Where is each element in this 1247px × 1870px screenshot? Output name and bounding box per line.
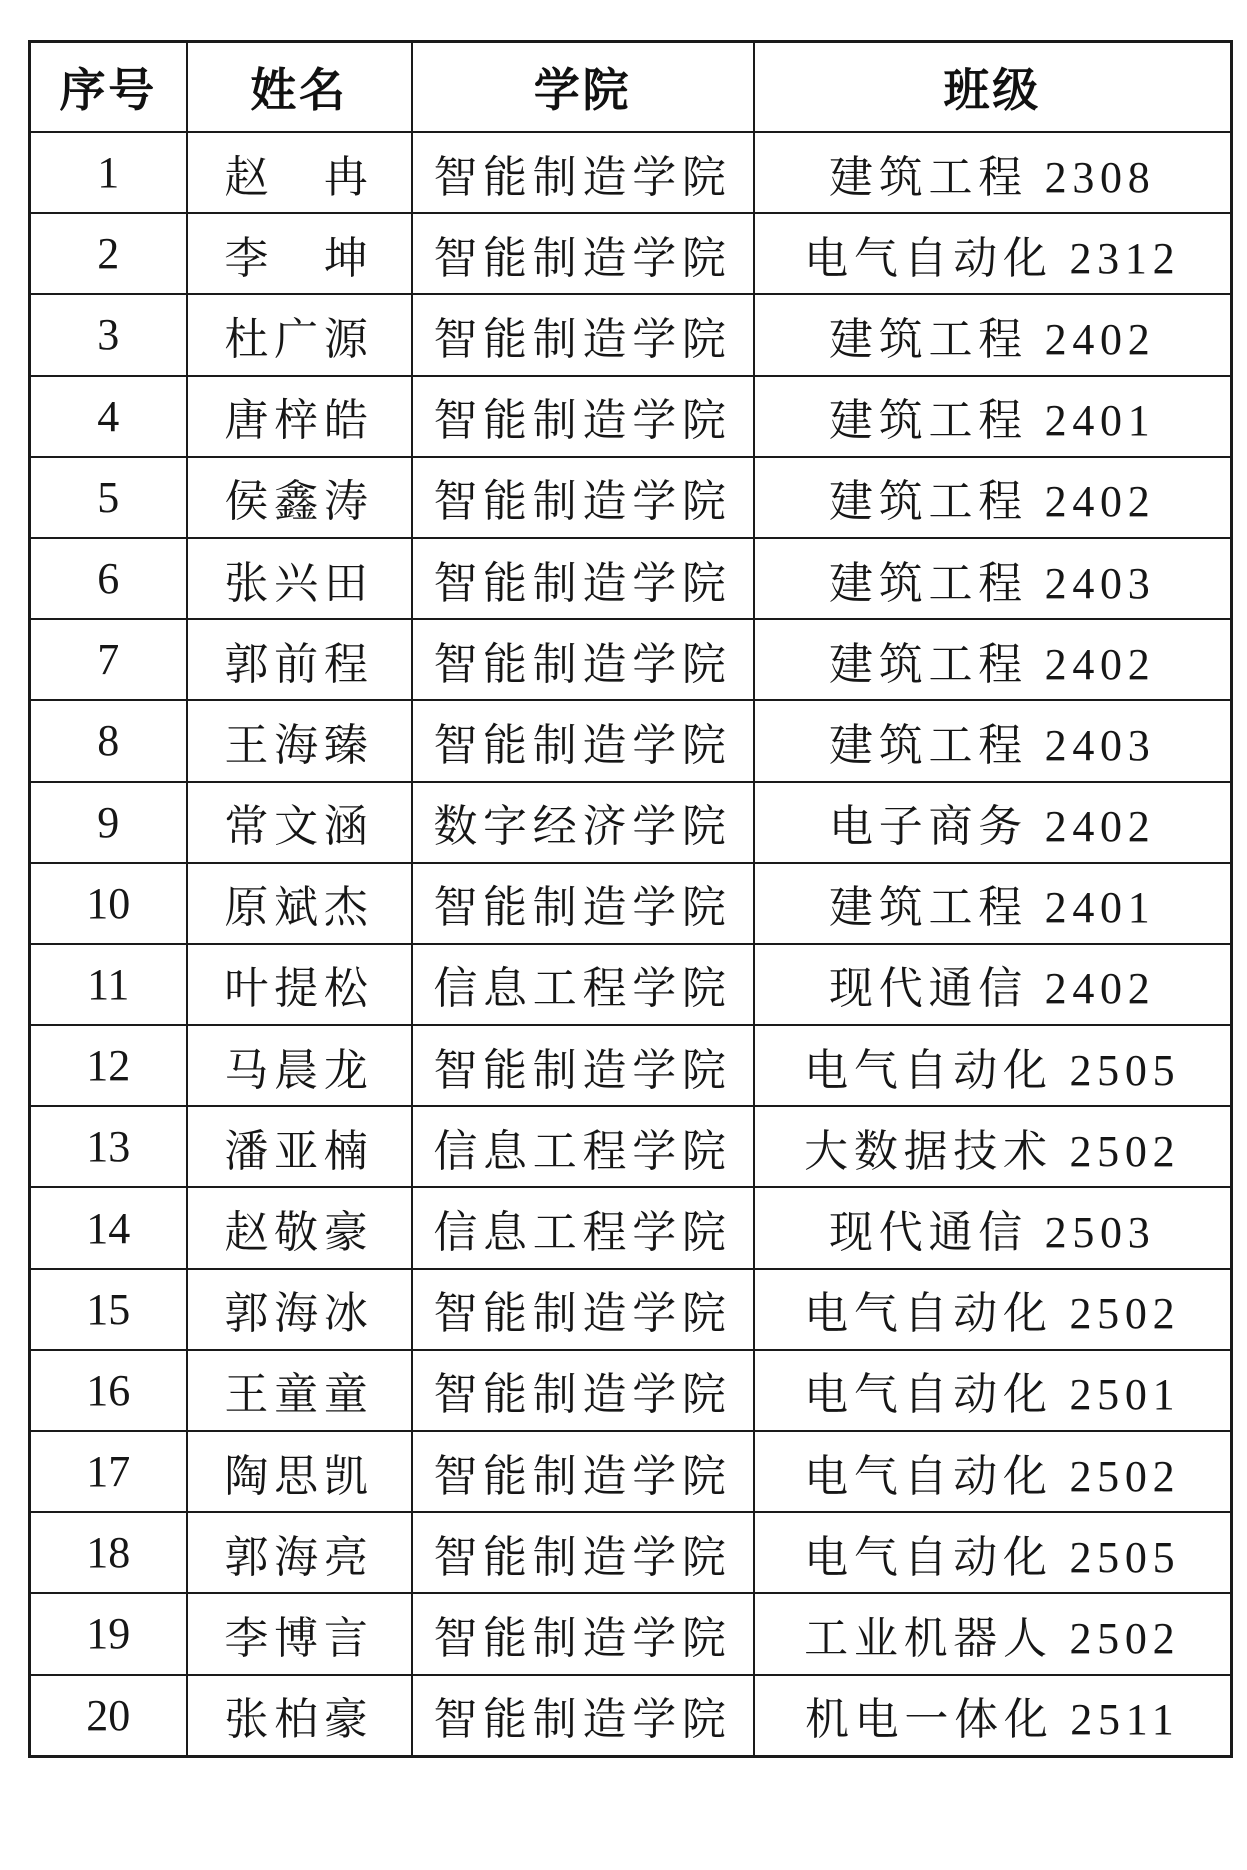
cell-name: 李博言 (187, 1593, 412, 1674)
cell-class: 电子商务 2402 (754, 782, 1232, 863)
header-cell-name: 姓名 (187, 42, 412, 133)
cell-index: 20 (30, 1675, 187, 1757)
cell-college: 智能制造学院 (412, 1675, 754, 1757)
table-row (30, 944, 1232, 1025)
table-row (30, 1350, 1232, 1431)
cell-college: 信息工程学院 (412, 944, 754, 1025)
cell-index: 8 (30, 700, 187, 781)
cell-index: 12 (30, 1025, 187, 1106)
table-row (30, 1269, 1232, 1350)
cell-name: 张柏豪 (187, 1675, 412, 1757)
cell-index: 15 (30, 1269, 187, 1350)
cell-index: 3 (30, 294, 187, 375)
cell-name: 侯鑫涛 (187, 457, 412, 538)
table-row (30, 1106, 1232, 1187)
roster-table-container (28, 40, 1233, 1758)
cell-college: 智能制造学院 (412, 1593, 754, 1674)
table-row (30, 1431, 1232, 1512)
cell-college: 智能制造学院 (412, 1269, 754, 1350)
cell-class: 电气自动化 2502 (754, 1269, 1232, 1350)
table-row (30, 1512, 1232, 1593)
table-row (30, 1187, 1232, 1268)
cell-index: 16 (30, 1350, 187, 1431)
cell-index: 10 (30, 863, 187, 944)
cell-name: 郭海冰 (187, 1269, 412, 1350)
cell-name: 赵敬豪 (187, 1187, 412, 1268)
cell-name: 常文涵 (187, 782, 412, 863)
header-row (30, 42, 1232, 133)
cell-name: 唐梓皓 (187, 376, 412, 457)
table-row (30, 782, 1232, 863)
cell-index: 14 (30, 1187, 187, 1268)
table-row (30, 863, 1232, 944)
table-header (30, 42, 1232, 133)
cell-class: 建筑工程 2403 (754, 700, 1232, 781)
cell-class: 现代通信 2402 (754, 944, 1232, 1025)
cell-index: 18 (30, 1512, 187, 1593)
cell-college: 智能制造学院 (412, 700, 754, 781)
cell-name: 李 坤 (187, 213, 412, 294)
cell-class: 大数据技术 2502 (754, 1106, 1232, 1187)
cell-name: 王海臻 (187, 700, 412, 781)
table-body (30, 132, 1232, 1757)
cell-index: 7 (30, 619, 187, 700)
cell-class: 电气自动化 2505 (754, 1512, 1232, 1593)
table-row (30, 538, 1232, 619)
cell-college: 智能制造学院 (412, 213, 754, 294)
cell-college: 智能制造学院 (412, 619, 754, 700)
cell-index: 11 (30, 944, 187, 1025)
cell-college: 智能制造学院 (412, 132, 754, 213)
cell-index: 19 (30, 1593, 187, 1674)
cell-name: 郭前程 (187, 619, 412, 700)
cell-name: 王童童 (187, 1350, 412, 1431)
cell-name: 陶思凯 (187, 1431, 412, 1512)
cell-college: 智能制造学院 (412, 538, 754, 619)
table-row (30, 376, 1232, 457)
cell-college: 智能制造学院 (412, 863, 754, 944)
cell-class: 建筑工程 2402 (754, 457, 1232, 538)
cell-index: 9 (30, 782, 187, 863)
cell-name: 马晨龙 (187, 1025, 412, 1106)
cell-name: 原斌杰 (187, 863, 412, 944)
cell-college: 智能制造学院 (412, 294, 754, 375)
table-row (30, 1593, 1232, 1674)
cell-college: 信息工程学院 (412, 1106, 754, 1187)
cell-college: 智能制造学院 (412, 1431, 754, 1512)
cell-name: 杜广源 (187, 294, 412, 375)
student-roster-table (28, 40, 1233, 1758)
table-row (30, 1025, 1232, 1106)
table-row (30, 457, 1232, 538)
cell-class: 电气自动化 2502 (754, 1431, 1232, 1512)
cell-name: 潘亚楠 (187, 1106, 412, 1187)
cell-name: 赵 冉 (187, 132, 412, 213)
cell-college: 智能制造学院 (412, 1025, 754, 1106)
cell-index: 2 (30, 213, 187, 294)
cell-class: 现代通信 2503 (754, 1187, 1232, 1268)
cell-college: 智能制造学院 (412, 1512, 754, 1593)
cell-class: 建筑工程 2402 (754, 294, 1232, 375)
header-cell-college: 学院 (412, 42, 754, 133)
cell-class: 建筑工程 2402 (754, 619, 1232, 700)
cell-college: 智能制造学院 (412, 376, 754, 457)
header-cell-index: 序号 (30, 42, 187, 133)
cell-class: 工业机器人 2502 (754, 1593, 1232, 1674)
table-row (30, 132, 1232, 213)
cell-index: 13 (30, 1106, 187, 1187)
cell-class: 机电一体化 2511 (754, 1675, 1232, 1757)
cell-class: 电气自动化 2501 (754, 1350, 1232, 1431)
table-row (30, 213, 1232, 294)
cell-name: 叶提松 (187, 944, 412, 1025)
cell-index: 1 (30, 132, 187, 213)
cell-index: 17 (30, 1431, 187, 1512)
cell-class: 建筑工程 2403 (754, 538, 1232, 619)
cell-class: 电气自动化 2505 (754, 1025, 1232, 1106)
cell-college: 智能制造学院 (412, 1350, 754, 1431)
cell-college: 信息工程学院 (412, 1187, 754, 1268)
cell-class: 建筑工程 2308 (754, 132, 1232, 213)
cell-class: 建筑工程 2401 (754, 376, 1232, 457)
cell-college: 智能制造学院 (412, 457, 754, 538)
table-row (30, 619, 1232, 700)
table-row (30, 700, 1232, 781)
cell-name: 郭海亮 (187, 1512, 412, 1593)
cell-index: 4 (30, 376, 187, 457)
cell-class: 电气自动化 2312 (754, 213, 1232, 294)
header-cell-class: 班级 (754, 42, 1232, 133)
cell-index: 6 (30, 538, 187, 619)
table-row (30, 1675, 1232, 1757)
table-row (30, 294, 1232, 375)
cell-name: 张兴田 (187, 538, 412, 619)
cell-college: 数字经济学院 (412, 782, 754, 863)
cell-index: 5 (30, 457, 187, 538)
cell-class: 建筑工程 2401 (754, 863, 1232, 944)
